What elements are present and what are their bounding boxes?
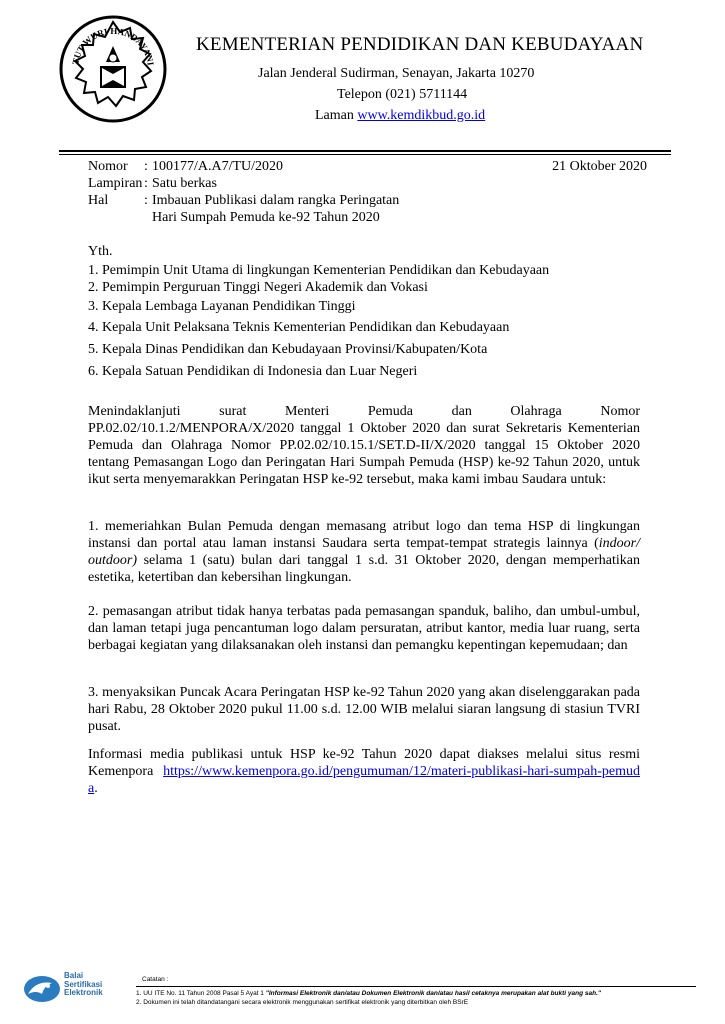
point-3: 3. menyaksikan Puncak Acara Peringatan HSP ke-92 Tahun 2020 yang akan diselenggarakan pada hari Rabu, 28 Oktober 2020 pukul 11.00 s.d. 12.00 WIB melalui siaran langsung di stasiun TVRI pusat. xyxy=(88,685,640,734)
intro-first-line: Menindaklanjuti surat Menteri Pemuda dan Olahraga Nomor xyxy=(88,404,640,419)
website-link[interactable]: www.kemdikbud.go.id xyxy=(357,108,486,123)
nomor-colon: : xyxy=(144,159,148,174)
bse-name xyxy=(64,972,103,998)
hal-label: Hal xyxy=(88,193,109,208)
lampiran-colon: : xyxy=(144,176,148,191)
website-label: Laman xyxy=(315,108,354,123)
hal-value-line1: Imbauan Publikasi dalam rangka Peringatan xyxy=(152,193,400,208)
hal-value-line2: Hari Sumpah Pemuda ke-92 Tahun 2020 xyxy=(152,210,380,225)
address-line: Jalan Jenderal Sudirman, Senayan, Jakarta 10270 xyxy=(258,66,535,81)
bse-name-line: Elektronik xyxy=(64,988,103,997)
lampiran-label: Lampiran xyxy=(88,176,143,191)
footer-notes-title: Catatan : xyxy=(142,976,169,983)
recipient-item: 6. Kepala Satuan Pendidikan di Indonesia dan Luar Negeri xyxy=(88,364,418,379)
recipient-item: 2. Pemimpin Perguruan Tinggi Negeri Akademik dan Vokasi xyxy=(88,280,428,295)
nomor-label: Nomor xyxy=(88,159,128,174)
point-2: 2. pemasangan atribut tidak hanya terbatas pada pemasangan spanduk, baliho, dan umbul-umbul, dan laman tetapi juga pencantuman logo dalam persuratan, atribut kantor, media luar ruang, serta berbagai kegiatan yang dilaksanakan oleh instansi dan pemangku kepentingan kepemudaan; dan xyxy=(88,604,640,653)
hal-colon: : xyxy=(144,193,148,208)
footer-note-1-a: 1. UU ITE No. 11 Tahun 2008 Pasal 5 Ayat 1 xyxy=(136,990,266,997)
ministry-name: KEMENTERIAN PENDIDIKAN DAN KEBUDAYAAN xyxy=(196,34,644,55)
bse-name-line: Sertifikasi xyxy=(64,979,103,989)
point-1-italic: indoor/ outdoor) xyxy=(88,536,640,568)
bse-name-line: Balai xyxy=(64,971,84,980)
point-1-text-a: 1. memeriahkan Bulan Pemuda dengan memasang atribut logo dan tema HSP di lingkungan instansi dan portal atau laman instansi Saudara serta tempat-tempat strategis lainnya ( xyxy=(88,519,640,551)
intro-paragraph: PP.02.02/10.1.2/MENPORA/X/2020 tanggal 1 Oktober 2020 dan surat Sekretaris Kementerian Pemuda dan Olahraga Nomor PP.02.02/10.15.1/SET.D-II/X/2020 tanggal 15 Oktober 2020 tentang Pemasangan Logo dan Peringatan Hari Sumpah Pemuda (HSP) ke-92 Tahun 2020, untuk ikut serta menyemarakkan Peringatan HSP ke-92 tersebut, maka kami imbau Saudara untuk: xyxy=(88,421,640,487)
recipient-item: 4. Kepala Unit Pelaksana Teknis Kementerian Pendidikan dan Kebudayaan xyxy=(88,320,510,335)
info-end: . xyxy=(94,781,98,796)
footer-note-2: 2. Dokumen ini telah ditandatangani secara elektronik menggunakan sertifikat elektronik yang diterbitkan oleh BSrE xyxy=(136,999,469,1006)
bse-logo-icon xyxy=(22,974,62,1004)
point-1 xyxy=(88,518,640,586)
header-rule-thin xyxy=(59,154,671,155)
footer-rule xyxy=(136,986,696,987)
recipient-item: 5. Kepala Dinas Pendidikan dan Kebudayaan Provinsi/Kabupaten/Kota xyxy=(88,342,488,357)
tut-wuri-handayani-logo xyxy=(58,14,168,124)
recipient-item: 3. Kepala Lembaga Layanan Pendidikan Tinggi xyxy=(88,299,356,314)
info-paragraph xyxy=(88,746,640,797)
recipient-item: 1. Pemimpin Unit Utama di lingkungan Kementerian Pendidikan dan Kebudayaan xyxy=(88,263,550,278)
footer-note-1-quote: "Informasi Elektronik dan/atau Dokumen Elektronik dan/atau hasil cetaknya merupakan alat bukti yang sah." xyxy=(265,990,601,997)
phone-line: Telepon (021) 5711144 xyxy=(337,87,468,102)
logo-motto-text: TUT WURI HANDAYANI xyxy=(70,25,156,67)
kemenpora-link[interactable]: https://www.kemenpora.go.id/pengumuman/12/materi-publikasi-hari-sumpah-pemuda xyxy=(88,764,640,796)
lampiran-value: Satu berkas xyxy=(152,176,217,191)
letter-date: 21 Oktober 2020 xyxy=(552,159,647,174)
footer-note-1 xyxy=(136,990,601,998)
info-text: Informasi media publikasi untuk HSP ke-92 Tahun 2020 dapat diakses melalui situs resmi Kemenpora xyxy=(88,747,640,779)
nomor-value: 100177/A.A7/TU/2020 xyxy=(152,159,284,174)
salutation: Yth. xyxy=(88,244,113,259)
point-1-text-b: selama 1 (satu) bulan dari tanggal 1 s.d. 31 Oktober 2020, dengan memperhatikan estetika, ketertiban dan kebersihan lingkungan. xyxy=(88,553,640,585)
header-rule-thick xyxy=(59,150,671,152)
website-line xyxy=(315,108,485,124)
